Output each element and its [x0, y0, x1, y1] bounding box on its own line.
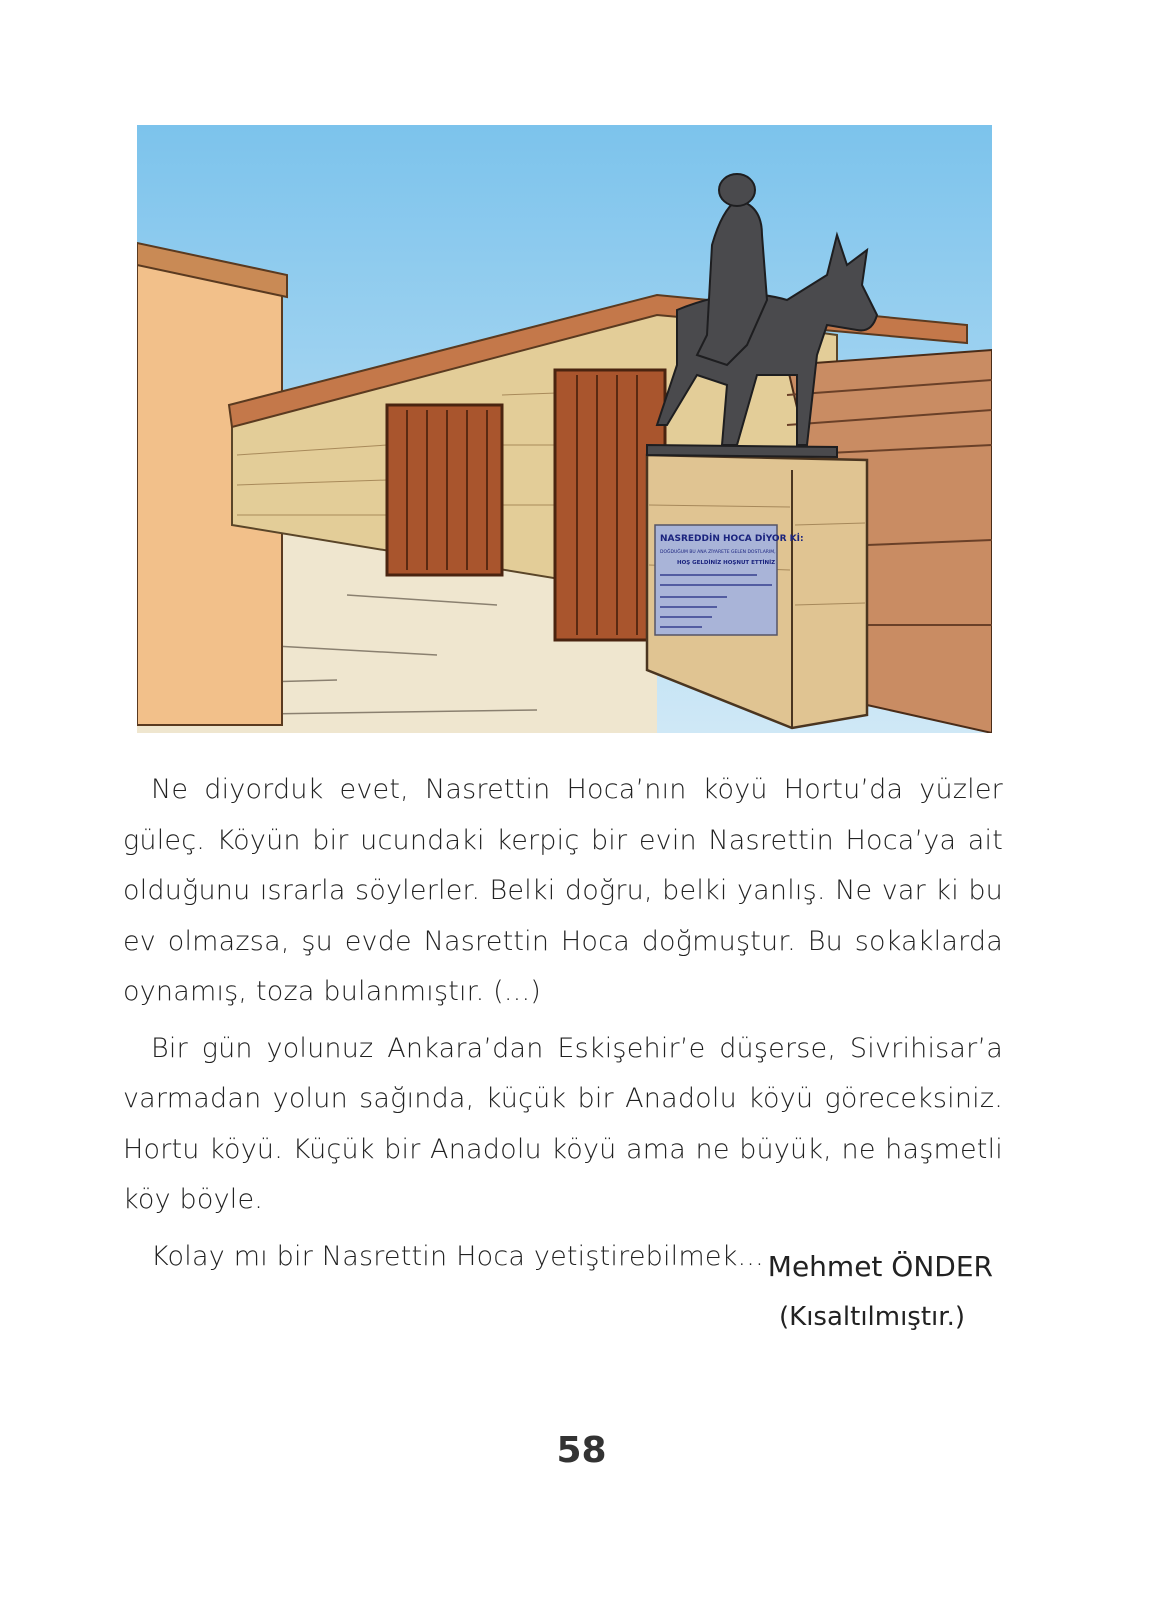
page-number: 58: [556, 1430, 607, 1471]
paragraph: Kolay mı bir Nasrettin Hoca yetiştirebilmek...: [151, 1240, 764, 1272]
plaque-title: NASREDDİN HOCA DİYOR Kİ:: [660, 534, 804, 544]
plaque-line: DOĞDUĞUM BU ANA ZİYARETE GELEN DOSTLARIM,: [660, 550, 776, 555]
paragraph: Ne diyorduk evet, Nasrettin Hoca’nın köyü Hortu’da yüzler güleç. Köyün bir ucundaki kerpiç bir evin Nasrettin Hoca’ya ait olduğunu ısrarla söylerler. Belki doğru, belki yanlış. Ne var ki bu ev olmazsa, şu evde Nasrettin Hoca doğmuştur. Bu sokaklarda oynamış, toza bulanmıştır. (...): [123, 774, 1003, 1007]
author-name: Mehmet ÖNDER: [767, 1250, 993, 1283]
nasreddin-hoca-statue-illustration: [137, 125, 992, 733]
source-note: (Kısaltılmıştır.): [779, 1302, 965, 1332]
plaque-line: HOŞ GELDİNİZ HOŞNUT ETTİNİZ: [677, 560, 776, 566]
story-text: [123, 765, 1003, 1288]
paragraph: Bir gün yolunuz Ankara’dan Eskişehir’e düşerse, Sivrihisar’a varmadan yolun sağında, küçük bir Anadolu köyü göreceksiniz. Hortu köyü. Küçük bir Anadolu köyü ama ne büyük, ne haşmetli köy böyle.: [123, 1032, 1003, 1215]
